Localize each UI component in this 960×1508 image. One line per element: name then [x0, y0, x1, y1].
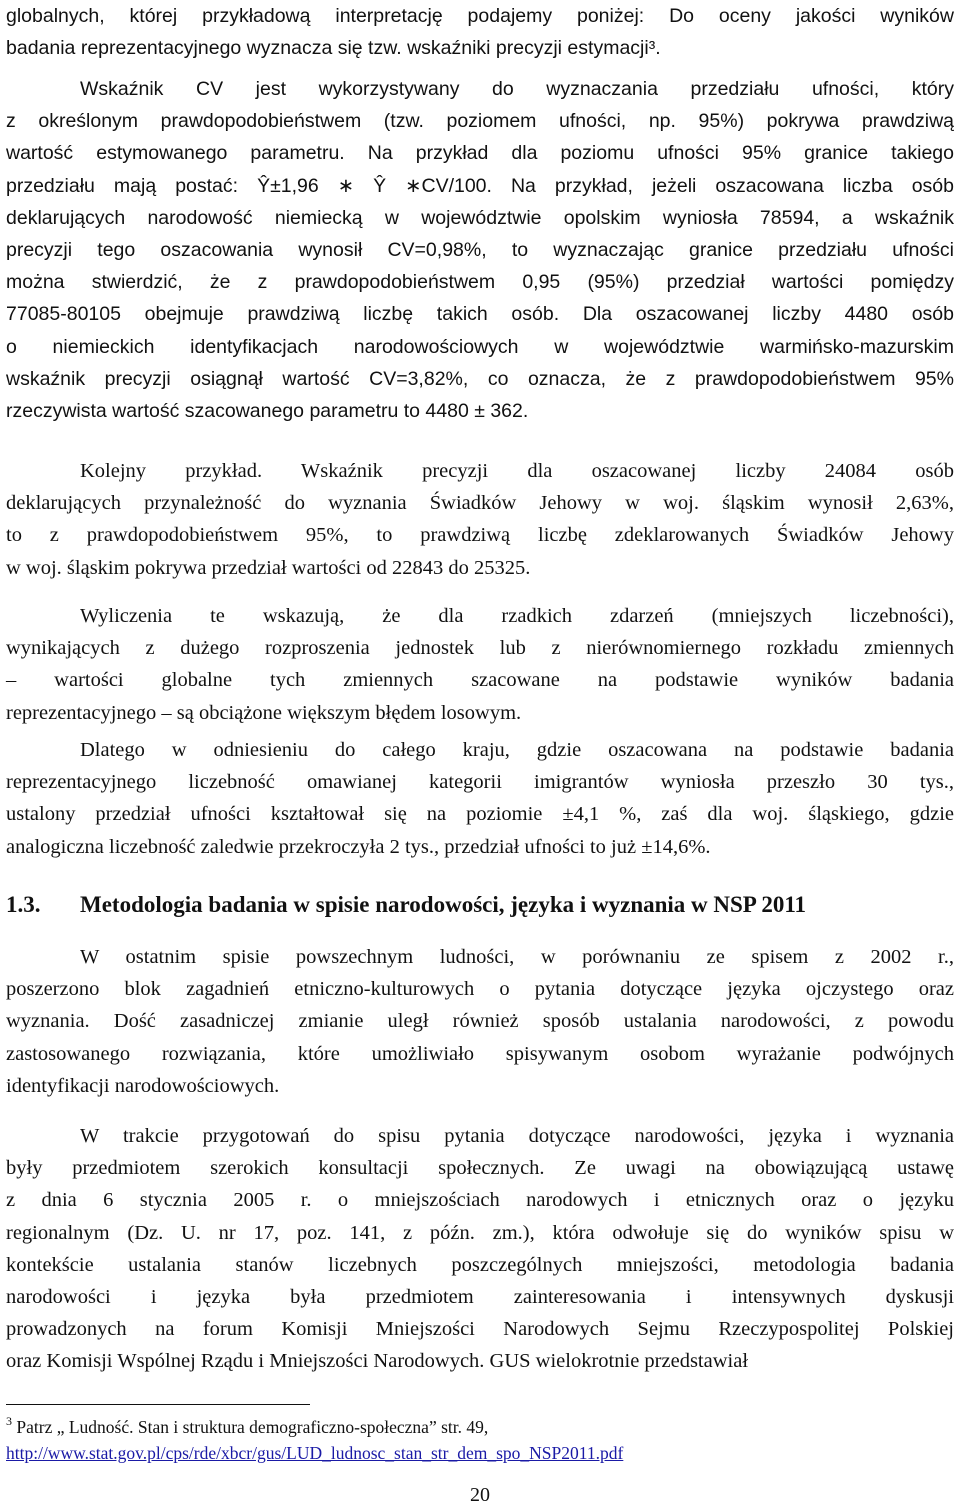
paragraph-line: kontekście ustalania stanów liczebnych poszczególnych mniejszości, metodologia badania	[6, 1253, 954, 1276]
footnote	[6, 1414, 488, 1440]
paragraph-line: analogiczna liczebność zaledwie przekroczyła 2 tys., przedział ufności to już ±14,6%.	[6, 835, 711, 858]
paragraph-line: deklarujących narodowość niemiecką w województwie opolskim wyniosła 78594, a wskaźnik	[6, 206, 954, 229]
paragraph-line: globalnych, której przykładową interpretację podajemy poniżej: Do oceny jakości wyników	[6, 5, 954, 27]
paragraph-line: reprezentacyjnego – są obciążone większym błędem losowym.	[6, 701, 522, 724]
footnote-separator	[6, 1404, 310, 1405]
paragraph-line: z dnia 6 stycznia 2005 r. o mniejszościach narodowych i etnicznych oraz o języku	[6, 1189, 954, 1212]
paragraph-line: 77085-80105 obejmuje prawdziwą liczbę takich osób. Dla oszacowanej liczby 4480 osób	[6, 303, 954, 326]
paragraph-line: identyfikacji narodowościowych.	[6, 1074, 280, 1097]
paragraph-line: z określonym prawdopodobieństwem (tzw. poziomem ufności, np. 95%) pokrywa prawdziwą	[6, 110, 954, 133]
paragraph-line: poszerzono blok zagadnień etniczno-kulturowych o pytania dotyczące języka ojczystego oraz	[6, 978, 954, 1001]
paragraph-line: prowadzonych na forum Komisji Mniejszości Narodowych Sejmu Rzeczypospolitej Polskiej	[6, 1318, 954, 1341]
paragraph-line: wynikających z dużego rozproszenia jednostek lub z nierównomiernego rozkładu zmiennych	[6, 637, 954, 660]
section-title: Metodologia badania w spisie narodowości, języka i wyznania w NSP 2011	[80, 892, 807, 917]
paragraph-line: zastosowanego rozwiązania, które umożliwiało spisywanym osobom wyrażanie podwójnych	[6, 1042, 954, 1065]
paragraph-line: o niemieckich identyfikacjach narodowościowych w województwie warmińsko-mazurskim	[6, 335, 954, 358]
paragraph-line: były przedmiotem szerokich konsultacji społecznych. Ze uwagi na obowiązującą ustawę	[6, 1157, 954, 1180]
paragraph-line: oraz Komisji Wspólnej Rządu i Mniejszości Narodowych. GUS wielokrotnie przedstawiał	[6, 1350, 749, 1373]
paragraph-line: Wyliczenia te wskazują, że dla rzadkich zdarzeń (mniejszych liczebności),	[80, 605, 954, 627]
paragraph-line: wartość estymowanego parametru. Na przykład dla poziomu ufności 95% granice takiego	[6, 142, 954, 165]
paragraph-line: W trakcie przygotowań do spisu pytania dotyczące narodowości, języka i wyznania	[80, 1125, 954, 1147]
paragraph-line: deklarujących przynależność do wyznania Świadków Jehowy w woj. śląskim wynosił 2,63%,	[6, 492, 954, 515]
footnote-text: Patrz „ Ludność. Stan i struktura demograficzno-społeczna” str. 49,	[12, 1417, 489, 1437]
paragraph-line: narodowości i języka była przedmiotem zainteresowania i intensywnych dyskusji	[6, 1286, 954, 1308]
paragraph-line: badania reprezentacyjnego wyznacza się tzw. wskaźniki precyzji estymacji³.	[6, 37, 661, 60]
paragraph-line: Dlatego w odniesieniu do całego kraju, gdzie oszacowana na podstawie badania	[80, 739, 954, 761]
paragraph-line: rzeczywista wartość szacowanego parametru to 4480 ± 362.	[6, 400, 529, 422]
paragraph-line: reprezentacyjnego liczebność omawianej kategorii imigrantów wyniosła przeszło 30 tys.,	[6, 771, 954, 794]
footnote-link[interactable]: http://www.stat.gov.pl/cps/rde/xbcr/gus/LUD_ludnosc_stan_str_dem_spo_NSP2011.pdf	[6, 1443, 624, 1463]
paragraph-line: to z prawdopodobieństwem 95%, to prawdziwą liczbę zdeklarowanych Świadków Jehowy	[6, 524, 954, 547]
section-number: 1.3.	[6, 892, 41, 917]
paragraph-line: ustalony przedział ufności kształtował się na poziomie ±4,1 %, zaś dla woj. śląskiego, gdzie	[6, 803, 954, 826]
paragraph-line: W ostatnim spisie powszechnym ludności, w porównaniu ze spisem z 2002 r.,	[80, 946, 954, 968]
paragraph-line: regionalnym (Dz. U. nr 17, poz. 141, z późn. zm.), która odwołuje się do wyników spisu w	[6, 1221, 954, 1244]
paragraph-line: wyznania. Dość zasadniczej zmianie uległ również sposób ustalania narodowości, z powodu	[6, 1010, 954, 1033]
paragraph-line: Wskaźnik CV jest wykorzystywany do wyznaczania przedziału ufności, który	[80, 78, 954, 100]
paragraph-line: można stwierdzić, że z prawdopodobieństwem 0,95 (95%) przedział wartości pomiędzy	[6, 271, 954, 294]
paragraph-line: w woj. śląskim pokrywa przedział wartości od 22843 do 25325.	[6, 556, 531, 579]
page-number: 20	[470, 1484, 490, 1506]
section-heading	[6, 887, 806, 923]
paragraph-line: przedziału mają postać: Ŷ±1,96 ∗ Ŷ ∗CV/100. Na przykład, jeżeli oszacowana liczba osób	[6, 174, 954, 197]
paragraph-line: – wartości globalne tych zmiennych szacowane na podstawie wyników badania	[6, 669, 954, 692]
footnote-marker: 3	[6, 1414, 12, 1428]
paragraph-line: Kolejny przykład. Wskaźnik precyzji dla oszacowanej liczby 24084 osób	[80, 460, 954, 482]
paragraph-line: wskaźnik precyzji osiągnął wartość CV=3,82%, co oznacza, że z prawdopodobieństwem 95%	[6, 367, 954, 390]
paragraph-line: precyzji tego oszacowania wynosił CV=0,98%, to wyznaczając granice przedziału ufności	[6, 239, 954, 261]
